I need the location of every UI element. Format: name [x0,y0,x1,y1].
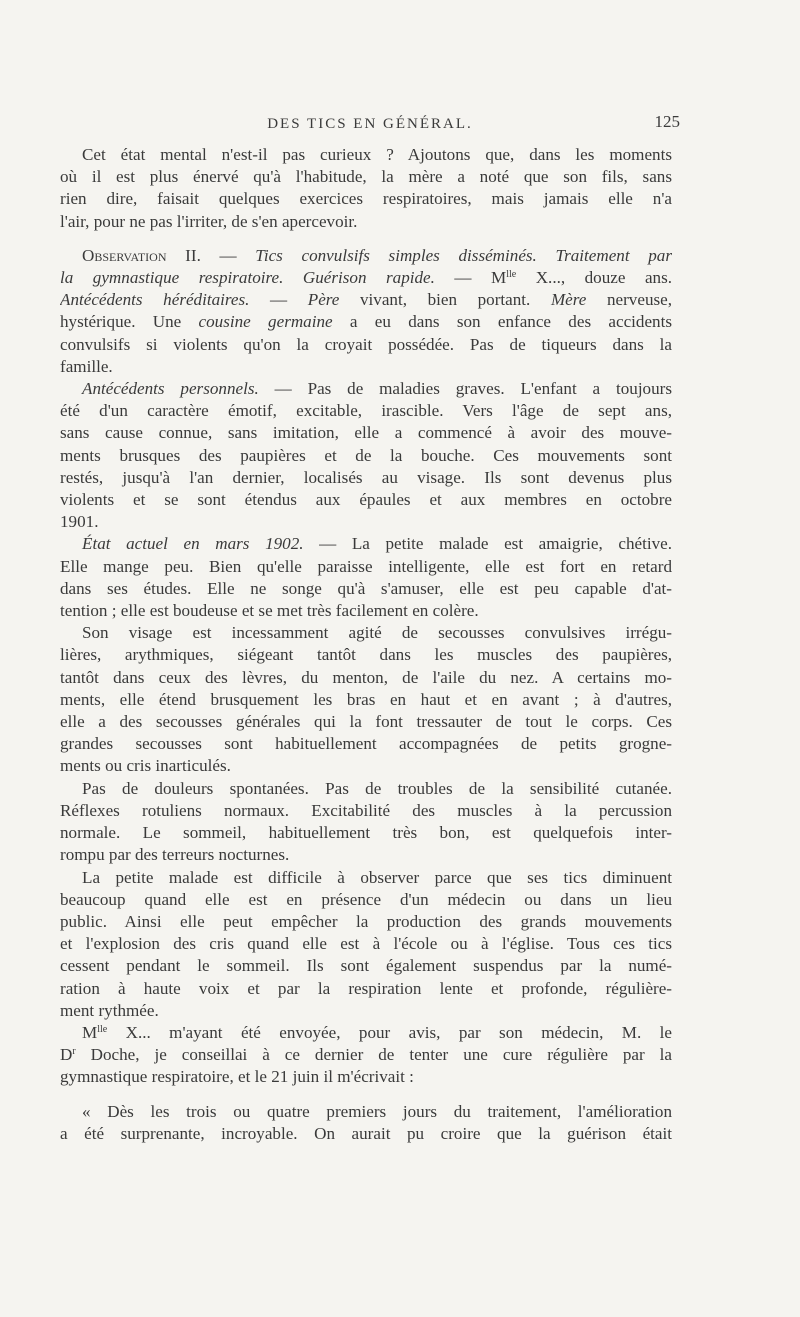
text-fragment: D [60,1045,73,1065]
text-line [60,378,672,400]
page-number: 125 [654,112,680,131]
text-line: été d'un caractère émotif, excitable, irascible. Vers l'âge de sept ans, [60,401,672,421]
text-line: lières, arythmiques, siégeant tantôt dans les muscles des paupières, [60,645,672,665]
text-line: ments ou cris inarticulés. [60,756,231,776]
text-body [60,144,672,1145]
text-line: Cet état mental n'est-il pas curieux ? Ajoutons que, dans les moments [82,145,672,164]
superscript: lle [97,1023,108,1035]
paragraph-observation-difficulty [60,867,672,1022]
dash: — [249,290,308,310]
paragraph-sensibility [60,778,672,867]
text-line: Réflexes rotuliens normaux. Excitabilité des muscles à la percussion [60,800,672,820]
text-fragment: — M [434,268,507,288]
text-line: elle a des secousses générales qui la font tressauter de tout le corps. Ces [60,712,672,732]
text-line [60,1044,672,1066]
text-line: Elle mange peu. Bien qu'elle paraisse intelligente, elle est fort en retard [60,556,672,576]
text-line: convulsifs si violents qu'on la croyait possédée. Pas de tiqueurs dans la [60,334,672,354]
text-line: rien dire, faisait quelques exercices respiratoires, mais jamais elle n'a [60,189,672,209]
paragraph-current-state [60,533,672,622]
text-line [60,289,672,311]
text-fragment: Doche, je conseillai à ce dernier de tenter une cure régulière par la [75,1045,672,1065]
text-line: l'air, pour ne pas l'irriter, de s'en apercevoir. [60,211,358,231]
text-line: gymnastique respiratoire, et le 21 juin il m'écrivait : [60,1067,414,1087]
observation-title: Tics convulsifs simples disséminés. Traitement par [255,245,672,265]
text-line [60,533,672,555]
text-fragment: nerveuse, [586,290,672,310]
text-line [60,311,672,333]
text-line: public. Ainsi elle peut empêcher la production des grands mouvements [60,911,672,931]
text-line: normale. Le sommeil, habituellement très bon, est quelquefois inter- [60,823,672,843]
text-fragment: M [82,1022,98,1042]
text-fragment: hystérique. Une [60,312,199,332]
text-line: Pas de douleurs spontanées. Pas de troubles de la sensibilité cutanée. [82,778,672,798]
text-fragment: a eu dans son enfance des accidents [332,312,672,332]
text-fragment: X..., douze ans. [516,268,672,288]
text-line: ration à haute voix et par la respiration lente et profonde, régulière- [60,978,672,998]
text-line: ments brusques des paupières et de la bouche. Ces mouvements sont [60,445,672,465]
observation-label: Observation II. [82,245,201,265]
paragraph-observation-heading [60,245,672,378]
text-line: La petite malade est difficile à observer parce que ses tics diminuent [82,867,672,887]
page-header [60,112,680,142]
section-label: État actuel en mars 1902. [82,534,304,554]
text-fragment: X... m'ayant été envoyée, pour avis, par son médecin, M. le [107,1022,672,1042]
paragraph-referral [60,1022,672,1089]
text-line: a été surprenante, incroyable. On aurait pu croire que la guérison était [60,1123,672,1143]
italic-term: Père [307,290,340,310]
text-line: ment rythmée. [60,1000,159,1020]
text-line: « Dès les trois ou quatre premiers jours du traitement, l'amélioration [82,1101,672,1121]
section-label: Antécédents personnels. [82,379,259,399]
text-line: où il est plus énervé qu'à l'habitude, la mère a noté que son fils, sans [60,167,672,187]
paragraph-personal-history [60,378,672,533]
text-line: 1901. [60,512,99,532]
paragraph-face-tics [60,622,672,777]
text-line: tantôt dans ceux des lèvres, du menton, de l'aile du nez. A certains mo- [60,667,672,687]
text-line: ments, elle étend brusquement les bras en haut et en avant ; à d'autres, [60,689,672,709]
paragraph-mental-state [60,144,672,233]
text-line: tention ; elle est boudeuse et se met très facilement en colère. [60,601,479,621]
text-line: violents et se sont étendus aux épaules et aux membres en octobre [60,490,672,510]
text-line: famille. [60,356,113,376]
text-fragment: — La petite malade est amaigrie, chétive. [303,534,672,554]
text-line: grandes secousses sont habituellement accompagnées de petits grogne- [60,734,672,754]
text-line: Son visage est incessamment agité de secousses convulsives irrégu- [82,623,672,643]
section-label: Antécédents héréditaires. [60,290,250,310]
text-line: rompu par des terreurs nocturnes. [60,845,290,865]
text-line [60,267,672,289]
text-line [60,1022,672,1044]
running-title: DES TICS EN GÉNÉRAL. [267,116,473,132]
text-line: beaucoup quand elle est en présence d'un médecin ou dans un lieu [60,889,672,909]
paragraph-quote [60,1101,672,1145]
text-line: sans cause connue, sans imitation, elle a commencé à avoir des mouve- [60,423,672,443]
text-fragment: — Pas de maladies graves. L'enfant a toujours [258,379,672,399]
superscript: r [72,1046,76,1058]
text-line [60,245,672,267]
dash: — [200,245,256,265]
superscript: lle [506,269,517,281]
italic-term: Mère [550,290,587,310]
italic-term: cousine germaine [198,312,333,332]
observation-title-cont: la gymnastique respiratoire. Guérison rapide. [60,268,435,288]
text-line: et l'explosion des cris quand elle est à l'école ou à l'église. Tous ces tics [60,934,672,954]
text-line: dans ses études. Elle ne songe qu'à s'amuser, elle est peu capable d'at- [60,578,672,598]
text-line: cessent pendant le sommeil. Ils sont également suspendus par la numé- [60,956,672,976]
text-fragment: vivant, bien portant. [339,290,551,310]
text-line: restés, jusqu'à l'an dernier, localisés au visage. Ils sont devenus plus [60,467,672,487]
